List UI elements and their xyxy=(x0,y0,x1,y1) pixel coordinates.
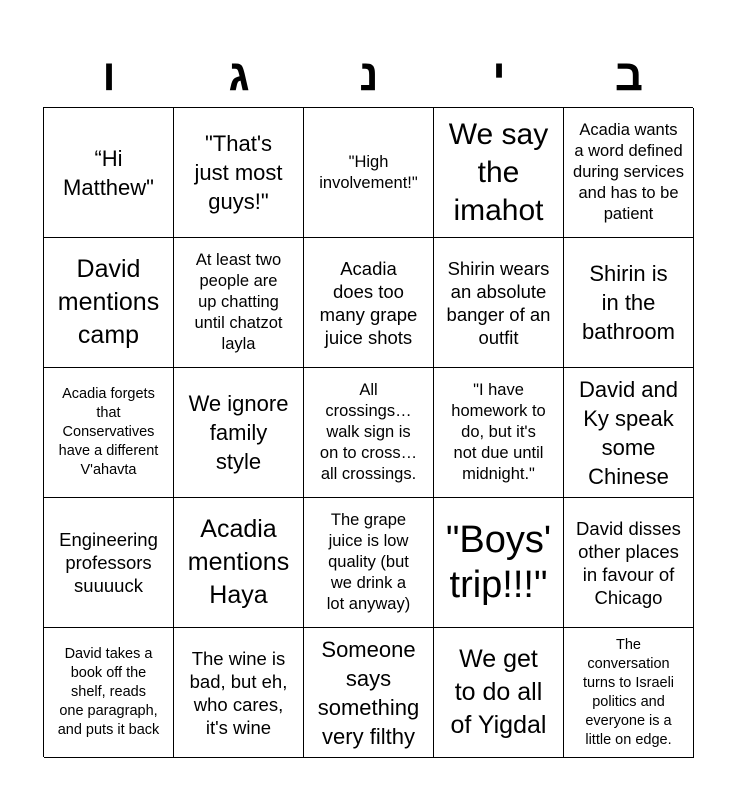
cell-text: Acadia does too many grape juice shots xyxy=(319,257,418,348)
bingo-cell[interactable] xyxy=(174,498,304,628)
bingo-cell[interactable] xyxy=(434,238,564,368)
header-letter-1: ו xyxy=(102,51,116,100)
cell-text: David mentions camp xyxy=(57,255,160,349)
cell-text: Acadia mentions Haya xyxy=(187,515,290,609)
bingo-cell[interactable] xyxy=(564,628,694,758)
bingo-cell[interactable] xyxy=(174,368,304,498)
bingo-cell[interactable] xyxy=(564,498,694,628)
header-letter-2: ג xyxy=(228,51,250,100)
cell-text: All crossings… walk sign is on to cross… all crossings. xyxy=(319,381,418,483)
cell-text: The grape juice is low quality (but we drink a lot anyway) xyxy=(326,511,411,613)
cell-text: "High involvement!" xyxy=(319,152,418,192)
cell-text: We get to do all of Yigdal xyxy=(450,645,547,739)
bingo-cell[interactable] xyxy=(304,368,434,498)
cell-text: David and Ky speak some Chinese xyxy=(578,376,679,489)
cell-text: We ignore family style xyxy=(188,391,289,474)
cell-text: "I have homework to do, but it's not due until midnight." xyxy=(451,381,546,483)
cell-text: Shirin is in the bathroom xyxy=(582,261,675,344)
bingo-cell[interactable] xyxy=(174,628,304,758)
cell-text: The conversation turns to Israeli politics and everyone is a little on edge. xyxy=(582,636,675,748)
cell-text: Acadia wants a word defined during services and has to be patient xyxy=(573,121,684,223)
cell-text: At least two people are up chatting until chatzot layla xyxy=(194,251,283,353)
cell-text: David takes a book off the shelf, reads one paragraph, and puts it back xyxy=(57,646,160,738)
bingo-cell[interactable] xyxy=(44,628,174,758)
bingo-cell[interactable] xyxy=(304,498,434,628)
header-letter-3: נ xyxy=(359,51,379,100)
cell-text: We say the imahot xyxy=(448,117,549,227)
bingo-cell[interactable] xyxy=(564,108,694,238)
bingo-cell[interactable] xyxy=(564,238,694,368)
bingo-cell[interactable] xyxy=(174,238,304,368)
cell-text: Engineering professors suuuuck xyxy=(59,529,158,596)
cell-text: "That's just most guys!" xyxy=(194,131,283,214)
bingo-cell[interactable] xyxy=(434,498,564,628)
bingo-cell[interactable] xyxy=(564,368,694,498)
bingo-cell[interactable] xyxy=(44,368,174,498)
bingo-cell[interactable] xyxy=(304,108,434,238)
bingo-cell[interactable] xyxy=(434,628,564,758)
cell-text: Someone says something very filthy xyxy=(317,636,420,749)
bingo-cell[interactable] xyxy=(174,108,304,238)
cell-text: Acadia forgets that Conservatives have a different V'ahavta xyxy=(58,386,159,478)
bingo-cell[interactable] xyxy=(304,238,434,368)
cell-text: "Boys' trip!!!" xyxy=(445,518,552,606)
cell-text: Shirin wears an absolute banger of an outfit xyxy=(446,257,551,348)
bingo-header xyxy=(44,46,694,106)
header-letter-4: י xyxy=(492,51,506,100)
bingo-cell[interactable] xyxy=(434,368,564,498)
cell-text: David disses other places in favour of Chicago xyxy=(576,517,681,608)
bingo-cell[interactable] xyxy=(304,628,434,758)
bingo-cell[interactable] xyxy=(44,238,174,368)
bingo-cell[interactable] xyxy=(44,498,174,628)
bingo-cell[interactable] xyxy=(44,108,174,238)
cell-text: The wine is bad, but eh, who cares, it's wine xyxy=(189,647,288,738)
cell-text: “Hi Matthew" xyxy=(63,145,154,200)
bingo-cell[interactable] xyxy=(434,108,564,238)
header-letter-5: ב xyxy=(614,51,644,100)
bingo-grid xyxy=(43,107,693,757)
